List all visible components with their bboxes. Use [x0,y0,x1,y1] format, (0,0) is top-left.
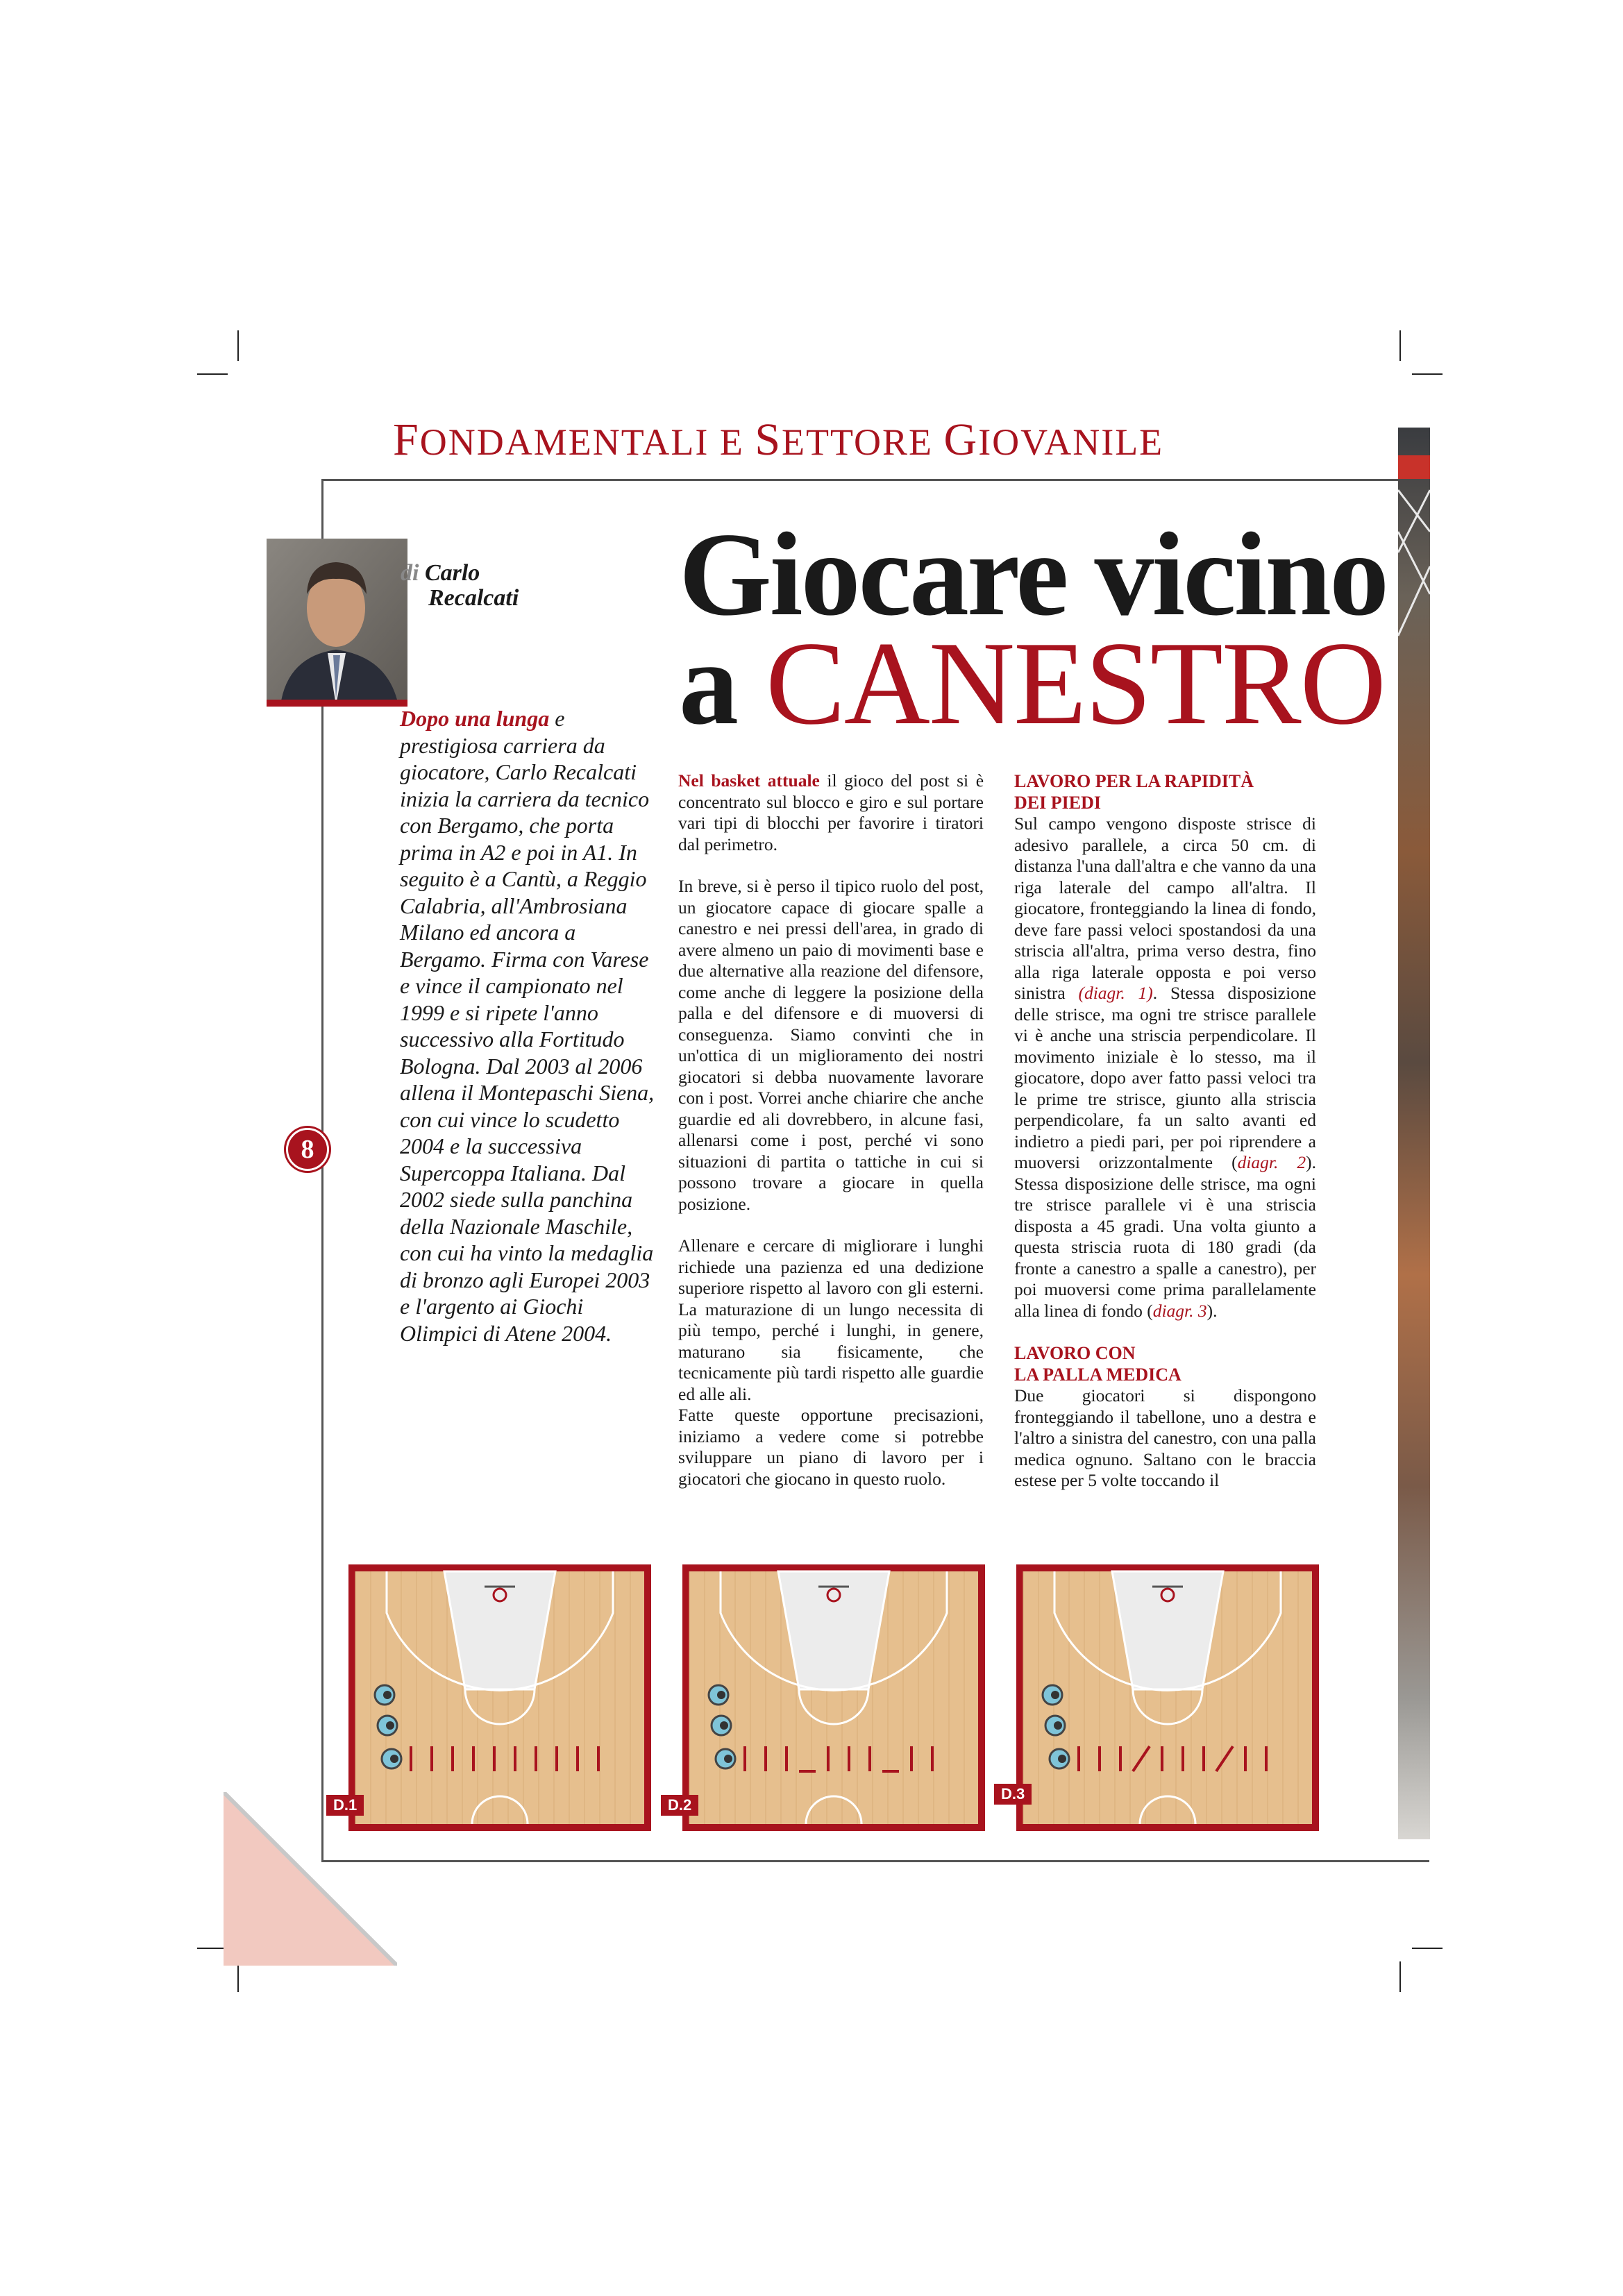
section-title-text: ONDAMENTALI E [419,421,755,463]
crop-mark [1412,373,1443,375]
author-first-name: Carlo [424,560,480,586]
crop-mark [237,1961,239,1992]
basket-photo-strip [1398,428,1430,1839]
player-head-icon [383,1691,392,1699]
crop-mark [237,330,239,361]
subheading [1014,1342,1316,1385]
bio-text: e prestigiosa carriera da giocatore, Carlo Recalcati inizia la carriera da tecnico con Bergamo, che porta prima in A2 e poi in A1. In seguito è a Cantù, a Reggio Calabria, all'Ambrosiana Milano ed ancora a Bergamo. Firma con Varese e vince il campionato nel 1999 e si ripete l'anno successivo alla Fortitudo Bologna. Dal 2003 al 2006 allena il Montepaschi Siena, con cui vince lo scudetto 2004 e la successiva Supercoppa Italiana. Dal 2002 siede sulla panchina della Nazionale Maschile, con cui ha vinto la medaglia di bronzo agli Europei 2003 e l'argento ai Giochi Olimpici di Atene 2004. [400,706,655,1346]
paragraph [1014,813,1316,1322]
paragraph: Due giocatori si dispongono fronteggiando il tabellone, uno a destra e l'altro a sinistra del canestro, con una palla medica ognuno. Saltano con le braccia estese per 5 volte toccando il [1014,1385,1316,1490]
diagram-reference: diagr. 3 [1152,1300,1207,1321]
paragraph-text: ). Stessa disposizione delle strisce, ma ogni tre strisce parallele vi è una striscia disposta a 45 gradi. Una volta giunto a questa striscia ruota di 180 gradi (da fronte a canestro a spalle a canestro), per poi muoversi come prima parallelamente alla linea di fondo ( [1014,1152,1316,1321]
section-title-text: IOVANILE [978,421,1164,463]
section-title-cap: S [755,414,782,465]
bottom-rule [321,1860,1429,1862]
court-diagram-2 [682,1564,985,1831]
author-bio [400,705,657,1347]
section-title-text: ETTORE [782,421,944,463]
paragraph-text: Sul campo vengono disposte strisce di adesivo parallele, a circa 50 cm. di distanza l'una dall'altra e che vanno da una riga laterale del campo all'altra. Il giocatore, fronteggiando la linea di fondo, deve fare passi veloci spostandosi da una striscia all'altra, prima verso destra, fino alla riga laterale opposta e poi verso sinistra [1014,813,1316,1003]
author-photo [267,539,407,705]
bio-lead: Dopo una lunga [400,706,550,731]
paragraph: In breve, si è perso il tipico ruolo del post, un giocatore capace di giocare spalle a canestro e nei pressi dell'area, in grado di avere almeno un paio di movimenti base e due alternative alla reazione del difensore, come anche di leggere la posizione della palla e del difensore e di muoversi di conseguenza. Siamo convinti che in un'ottica di un miglioramento dei nostri giocatori si debba nuovamente lavorare con i post. Vorrei anche chiarire che anche guardie ed ali dovrebbero, in alcune fasi, allenarsi come i post, perché vi sono situazioni di partita o tattiche in cui si possono trovare a giocare in quella posizione. [678,876,984,1214]
subheading-line: LAVORO PER LA RAPIDITÀ [1014,771,1254,791]
article-column-2 [1014,770,1316,1512]
article-column-1 [678,770,984,1510]
paragraph-text: il gioco del post si è concentrato sul blocco e giro e sul portare vari tipi di blocchi per favorire i tiratori dal perimetro. [678,770,984,854]
player-head-icon [1058,1755,1066,1763]
headline-article: a [679,618,737,750]
diagram-label: D.2 [661,1795,698,1816]
player-head-icon [720,1721,728,1730]
subheading [1014,770,1316,813]
subheading-line: LAVORO CON [1014,1343,1136,1363]
player-head-icon [390,1755,398,1763]
player-head-icon [724,1755,732,1763]
page-corner-decoration [224,1792,397,1966]
author-last-name: Recalcati [428,585,519,611]
subheading-line: LA PALLA MEDICA [1014,1365,1181,1385]
crop-mark [1399,330,1401,361]
paragraph [678,770,984,855]
section-title [393,414,1163,466]
photo-accent-bar [267,700,407,707]
diagram-reference: diagr. 2 [1237,1152,1306,1172]
headline-line2 [679,618,1385,750]
crop-mark [1412,1948,1443,1949]
player-head-icon [1054,1721,1062,1730]
top-rule [321,479,1399,481]
subheading-line: DEI PIEDI [1014,793,1101,813]
paragraph: Allenare e cercare di migliorare i lunghi richiede una pazienza ed una dedizione superiore rispetto al lavoro con gli esterni. La maturazione di un lungo necessita di più tempo, perché i lunghi, in genere, maturano sia fisicamente, che tecnicamente più tardi rispetto alle guardie ed alle ali. [678,1235,984,1404]
diagram-label: D.1 [326,1795,364,1816]
byline [401,561,519,611]
headline-keyword: CANESTRO [766,618,1385,750]
page-number: 8 [286,1128,329,1171]
crop-mark [1399,1961,1401,1992]
player-head-icon [717,1691,725,1699]
paragraph-text: . Stessa disposizione delle strisce, ma ogni tre strisce parallele vi è anche una striscia perpendicolare. Il movimento iniziale è lo stesso, ma il giocatore, dopo aver fatto passi veloci tra le prime tre strisce, giunto alla striscia perpendicolare, fa un salto avanti ed indietro a piedi pari, per poi riprendere a muoversi orizzontalmente ( [1014,983,1316,1172]
court-diagram-3 [1016,1564,1319,1831]
crop-mark [197,373,228,375]
player-head-icon [1051,1691,1059,1699]
byline-prefix: di [401,560,419,586]
paragraph: Fatte queste opportune precisazioni, iniziamo a vedere come si potrebbe sviluppare un piano di lavoro per i giocatori che giocano in questo ruolo. [678,1405,984,1489]
section-title-cap: F [393,414,420,465]
paragraph-lead: Nel basket attuale [678,770,820,791]
diagram-reference: (diagr. 1) [1078,983,1153,1003]
headline-line1: Giocare vicino [679,509,1388,641]
player-head-icon [386,1721,394,1730]
diagram-label: D.3 [994,1784,1032,1805]
court-diagram-1 [348,1564,651,1831]
section-title-cap: G [943,414,979,465]
paragraph-text: ). [1206,1300,1218,1321]
